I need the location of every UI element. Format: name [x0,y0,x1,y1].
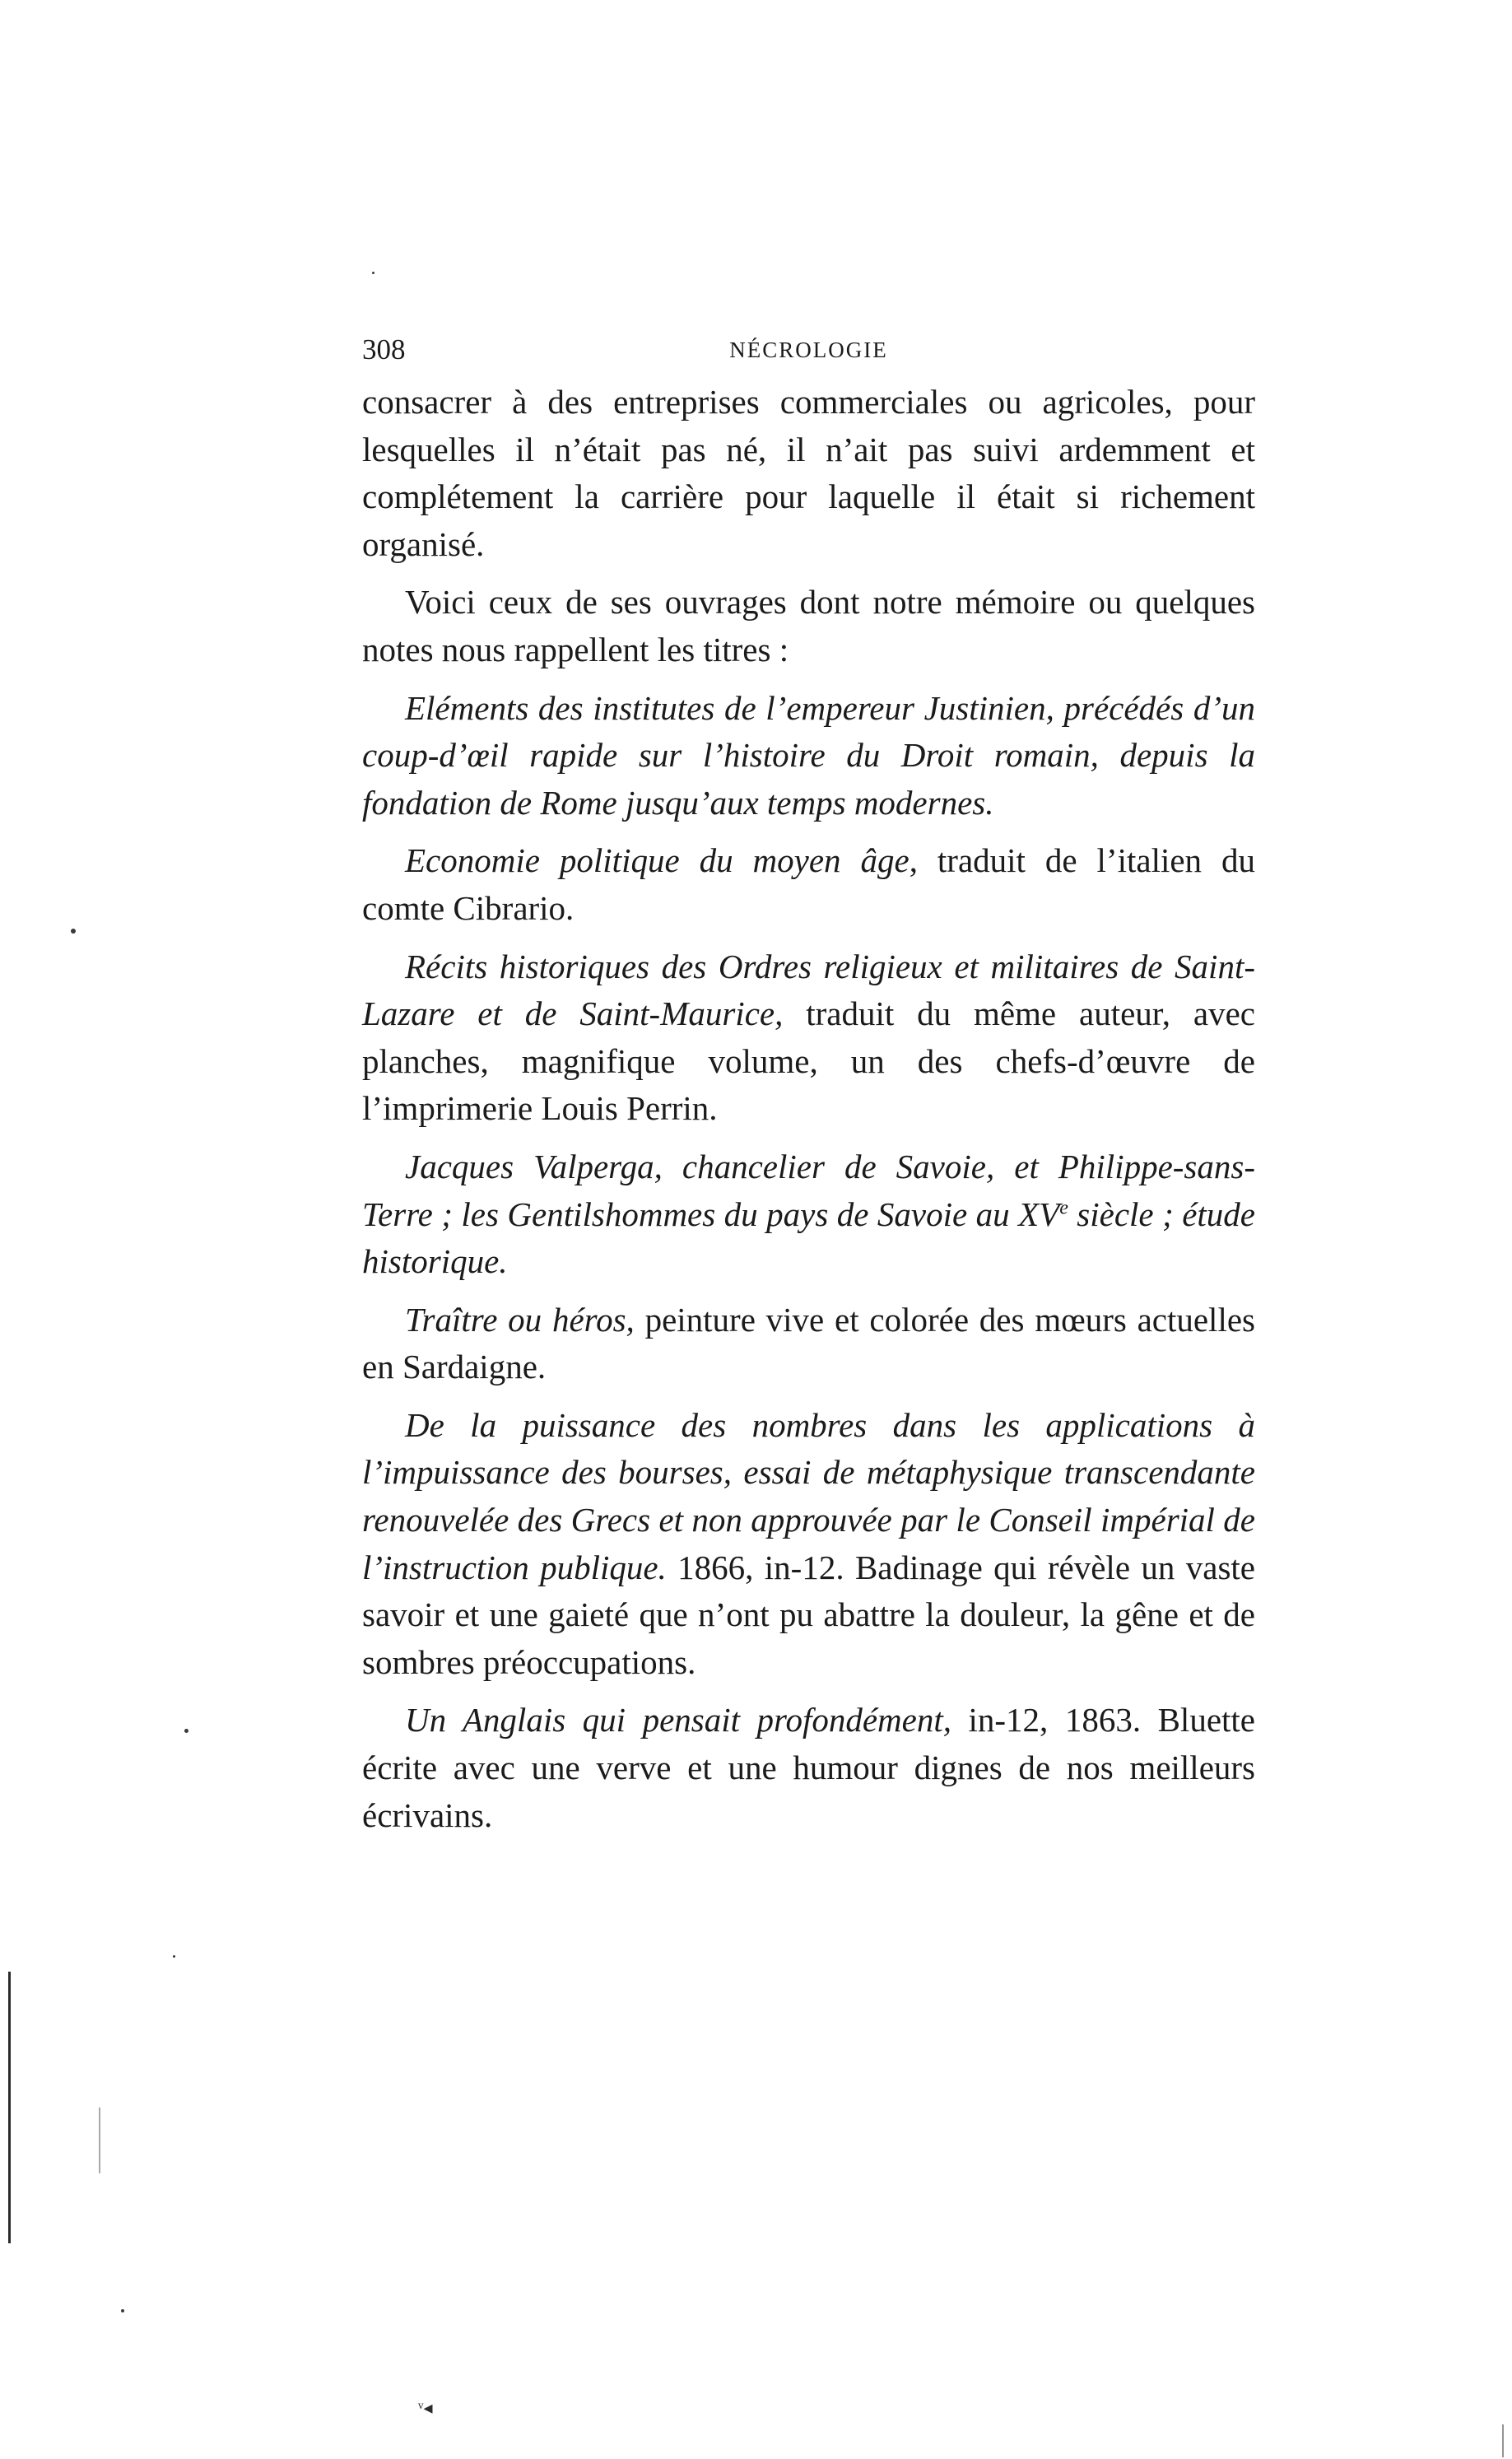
running-title: NÉCROLOGIE [729,338,888,362]
scan-speck [71,929,76,934]
paragraph-intro-list [362,579,1255,673]
book-title: Eléments des institutes de l’empereur Justinien, précédés d’un coup-d’œil rapide sur l’histoire du Droit romain, depuis la fondation de Rome jusqu’aux temps modernes. [362,688,1255,822]
book-title: Récits historiques des Ordres religieux et militaires de Saint-Lazare et de Saint-Maurice, [362,947,1255,1033]
running-head [362,329,1255,370]
book-title-continued: siècle ; étude historique. [362,1195,1255,1281]
scan-speck [372,272,375,274]
scan-speck [184,1729,188,1733]
text-run: Voici ceux de ses ouvrages dont notre mémoire ou quelques notes nous rappellent les titres : [362,583,1255,668]
book-title: Un Anglais qui pensait profondément, [405,1701,951,1739]
paragraph-continuation [362,379,1255,568]
text-run: consacrer à des entreprises commerciales ou agricoles, pour lesquelles il n’était pas né, il n’ait pas suivi ardemment et complétement la carrière pour laquelle il était si richement organisé. [362,383,1255,563]
superscript: e [1059,1196,1068,1218]
bibliography-entry [362,1402,1255,1687]
body-text [362,379,1255,1839]
bibliography-entry [362,1697,1255,1839]
bibliography-entry [362,685,1255,827]
entry-description: in-12, 1863. Bluette écrite avec une verve et une humour dignes de nos meilleurs écrivains. [362,1701,1255,1834]
entry-description: , traduit de l’italien du comte Cibrario. [362,841,1255,927]
bibliography-entry [362,1297,1255,1391]
page-number: 308 [362,333,406,366]
scan-speck [173,1955,175,1958]
book-title: Traître ou héros, [405,1300,635,1339]
entry-description: peinture vive et colorée des mœurs actuelles en Sardaigne. [362,1300,1255,1386]
book-title: Economie politique du moyen âge [405,841,910,880]
bibliography-entry [362,943,1255,1133]
scan-edge-line [1502,2424,1504,2457]
book-title: Jacques Valperga, chancelier de Savoie, et Philippe-sans-Terre ; les Gentilshommes du pays de Savoie au XV [362,1147,1255,1233]
bibliography-entry [362,1143,1255,1286]
scan-edge-line [8,1972,11,2243]
entry-description: 1866, in-12. Badinage qui révèle un vaste savoir et une gaieté que n’ont pu abattre la douleur, la gêne et de sombres préoccupations. [362,1548,1255,1681]
ink-mark: ᵛ◂ [418,2397,433,2418]
book-title: De la puissance des nombres dans les applications à l’impuissance des bourses, essai de métaphysique transcendante renouvelée des Grecs et non approuvée par le Conseil impérial de l’instruction publique. [362,1405,1255,1586]
scan-speck [121,2309,124,2312]
scan-edge-line [99,2107,100,2173]
entry-description: traduit du même auteur, avec planches, magnifique volume, un des chefs-d’œuvre de l’imprimerie Louis Perrin. [362,994,1255,1128]
bibliography-entry [362,837,1255,932]
